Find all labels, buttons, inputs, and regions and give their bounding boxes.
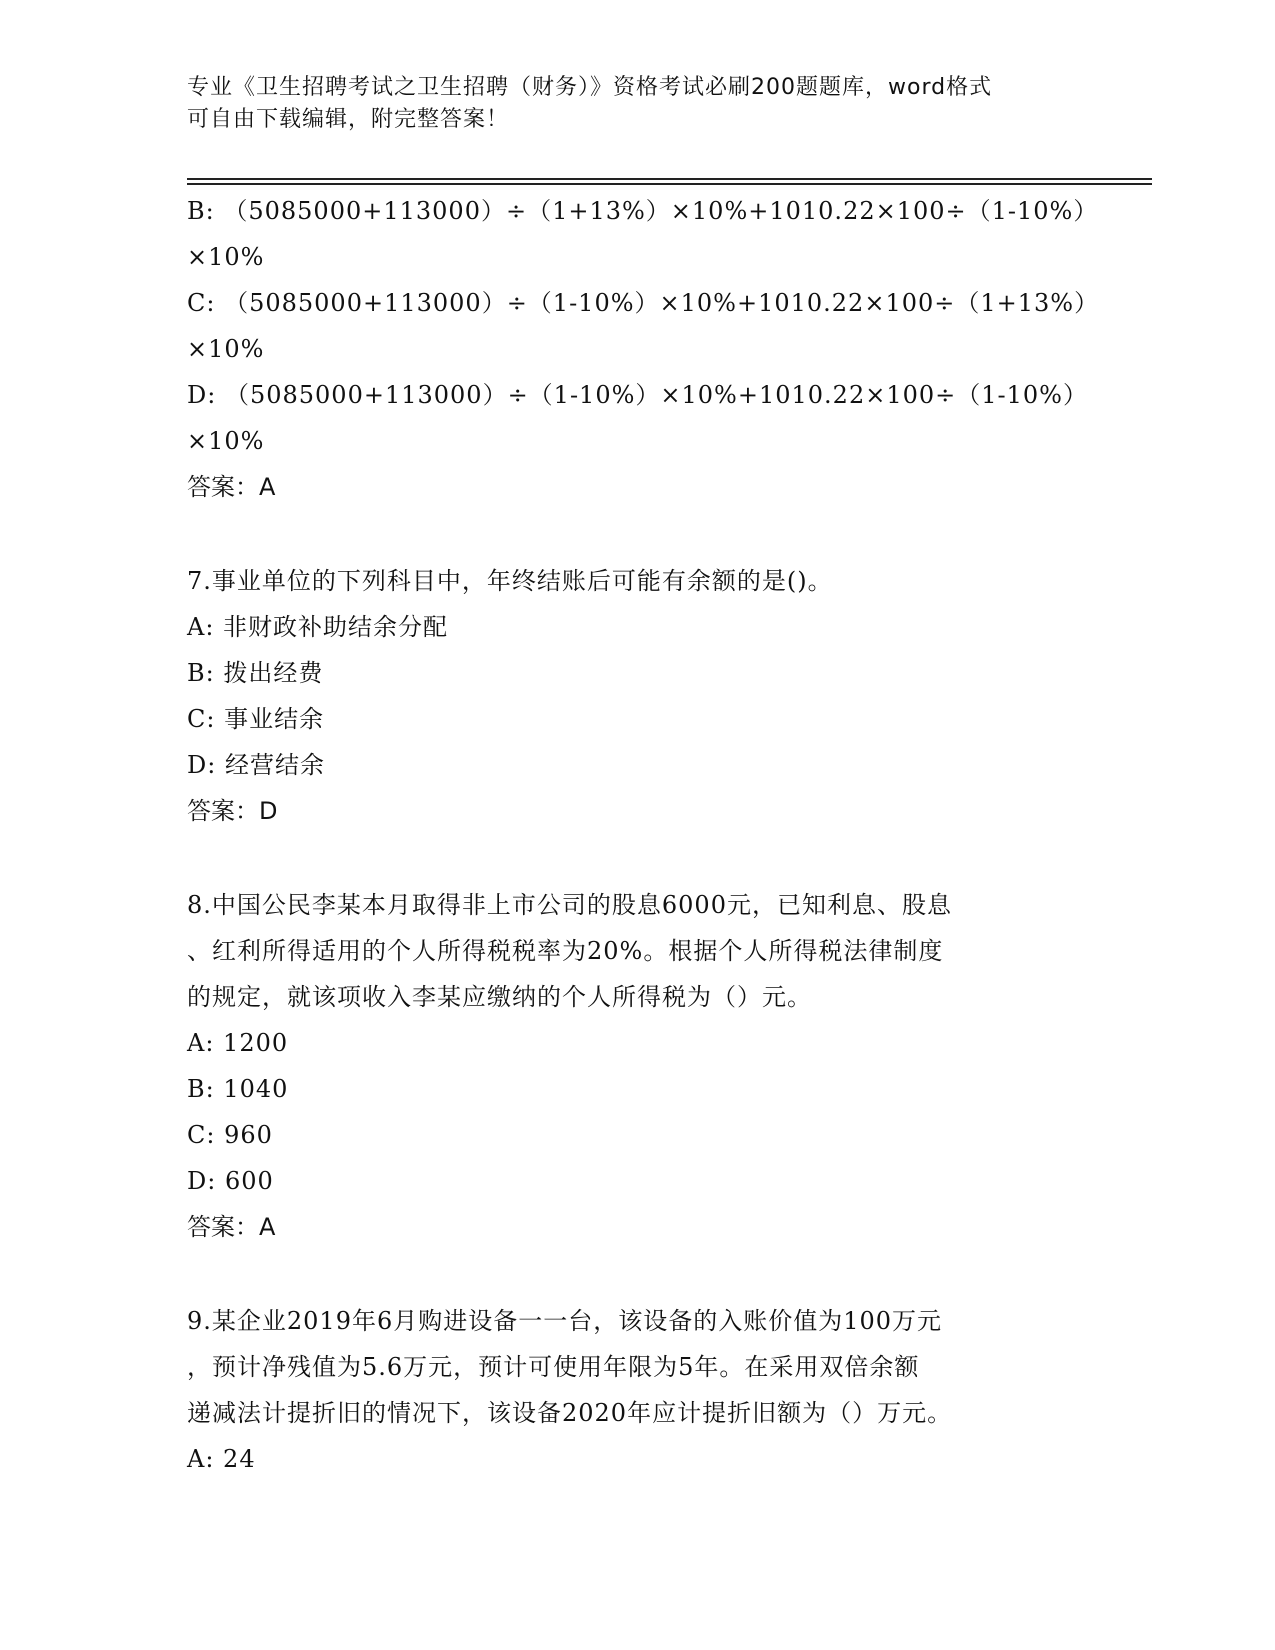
option-c: C: 事业结余	[187, 705, 325, 733]
option-d-continued: ×10%	[187, 427, 265, 455]
option-b-continued: ×10%	[187, 243, 265, 271]
question-text: 7.事业单位的下列科目中，年终结账后可能有余额的是()。	[187, 567, 833, 595]
answer: 答案：A	[187, 473, 276, 501]
question-text-continued: 的规定，就该项收入李某应缴纳的个人所得税为（）元。	[187, 983, 812, 1011]
question-6-options	[187, 188, 1100, 510]
header-rule-top	[187, 178, 1152, 180]
document-header	[187, 72, 1067, 136]
answer: 答案：D	[187, 797, 278, 825]
option-a: A: 1200	[187, 1029, 289, 1057]
option-c-continued: ×10%	[187, 335, 265, 363]
spacer	[187, 834, 1087, 882]
option-d: D: 经营结余	[187, 751, 325, 779]
option-b: B: （5085000+113000）÷（1+13%）×10%+1010.22×100÷（1-10%）	[187, 197, 1099, 225]
option-d: D: （5085000+113000）÷（1-10%）×10%+1010.22×100÷（1-10%）	[187, 381, 1088, 409]
option-d: D: 600	[187, 1167, 274, 1195]
spacer	[187, 1250, 1087, 1298]
question-text-continued: 递减法计提折旧的情况下，该设备2020年应计提折旧额为（）万元。	[187, 1399, 953, 1427]
option-b: B: 1040	[187, 1075, 289, 1103]
header-title-line-2: 可自由下载编辑，附完整答案！	[187, 107, 510, 132]
question-text: 9.某企业2019年6月购进设备一一台，该设备的入账价值为100万元	[187, 1307, 943, 1335]
question-text-continued: 、红利所得适用的个人所得税税率为20%。根据个人所得税法律制度	[187, 937, 944, 965]
question-9	[187, 1298, 1087, 1482]
question-8	[187, 882, 1087, 1250]
answer: 答案：A	[187, 1213, 276, 1241]
option-a: A: 24	[187, 1445, 256, 1473]
option-c: C: （5085000+113000）÷（1-10%）×10%+1010.22×100÷（1+13%）	[187, 289, 1100, 317]
option-b: B: 拨出经费	[187, 659, 324, 687]
spacer	[187, 510, 1087, 558]
option-a: A: 非财政补助结余分配	[187, 613, 449, 641]
question-text-continued: ，预计净残值为5.6万元，预计可使用年限为5年。在采用双倍余额	[187, 1353, 920, 1381]
option-c: C: 960	[187, 1121, 273, 1149]
header-rule-bottom	[187, 183, 1152, 185]
document-body	[187, 188, 1100, 1482]
header-title-line-1: 专业《卫生招聘考试之卫生招聘（财务）》资格考试必刷200题题库，word格式	[187, 75, 993, 100]
question-text: 8.中国公民李某本月取得非上市公司的股息6000元，已知利息、股息	[187, 891, 952, 919]
question-7	[187, 558, 1087, 834]
